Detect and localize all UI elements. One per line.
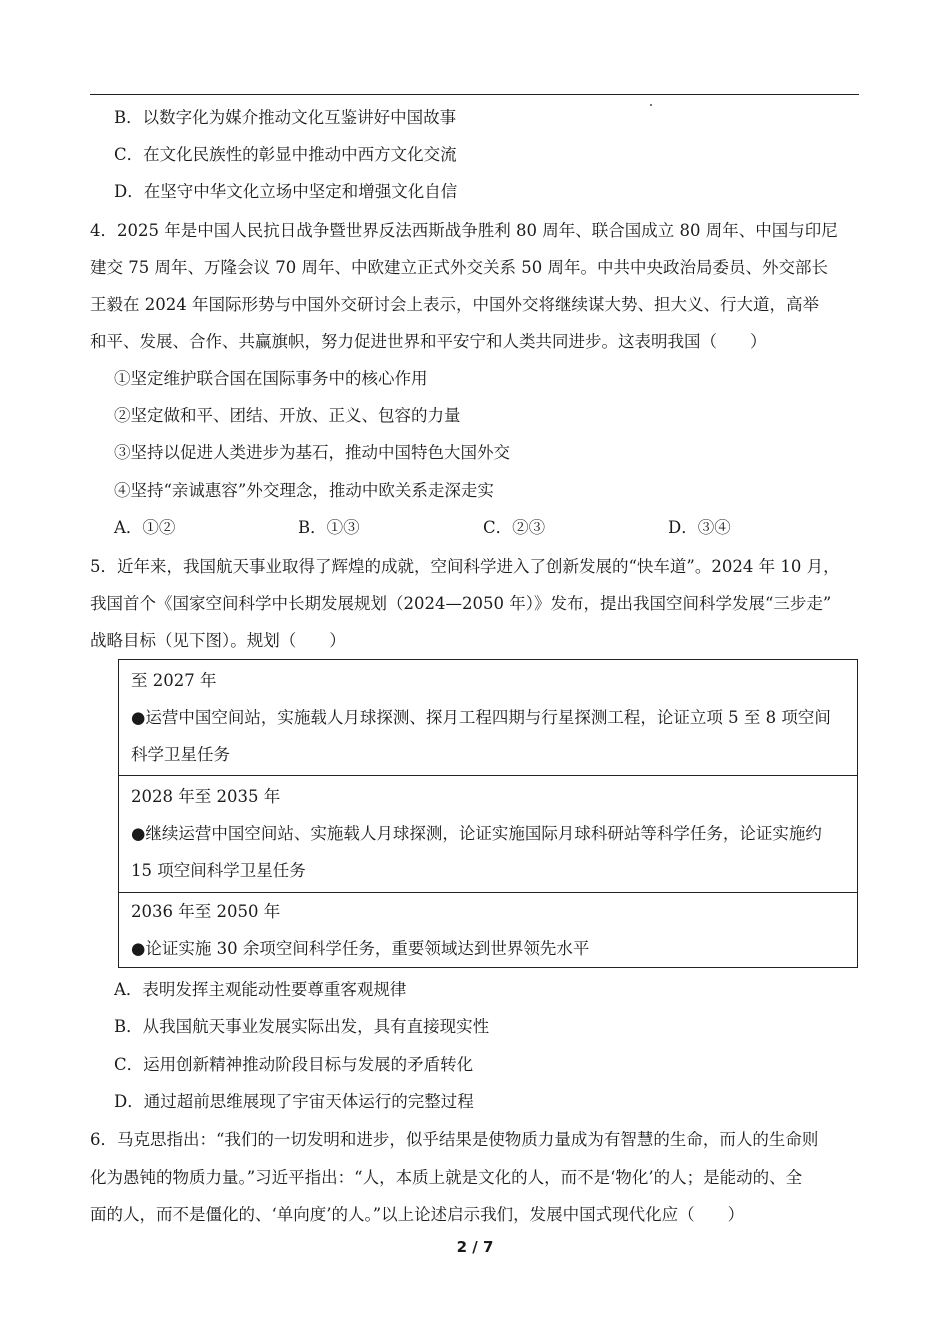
plan-row-2035: [119, 775, 857, 892]
q4-line: 建交 75 周年、万隆会议 70 周年、中欧建立正式外交关系 50 周年。中共中央政治局委员、外交部长: [90, 258, 828, 277]
plan-detail: ●论证实施 30 余项空间科学任务，重要领域达到世界领先水平: [131, 939, 590, 958]
q6-line: 化为愚钝的物质力量。”习近平指出：“人，本质上就是文化的人，而不是‘物化’的人；是能动的、全: [90, 1168, 803, 1187]
q5-line: 战略目标（见下图）。规划（ ）: [90, 631, 346, 650]
header-rule: [90, 94, 859, 95]
q6-line: 面的人，而不是僵化的、‘单向度’的人。”以上论述启示我们，发展中国式现代化应（ ）: [90, 1205, 745, 1224]
q5-line: 5．近年来，我国航天事业取得了辉煌的成就，空间科学进入了创新发展的“快车道”。2024 年 10 月，: [90, 557, 840, 576]
q5-option-c: C．运用创新精神推动阶段目标与发展的矛盾转化: [114, 1055, 474, 1074]
q6-line: 6．马克思指出：“我们的一切发明和进步，似乎结果是使物质力量成为有智慧的生命，而人的生命则: [90, 1130, 819, 1149]
stray-dot: [650, 104, 652, 106]
q5-option-b: B．从我国航天事业发展实际出发，具有直接现实性: [114, 1017, 490, 1036]
plan-detail: ●运营中国空间站，实施载人月球探测、探月工程四期与行星探测工程，论证立项 5 至 8 项空间: [131, 708, 831, 727]
q5-option-d: D．通过超前思维展现了宇宙天体运行的完整过程: [114, 1092, 474, 1111]
page-number: 2 / 7: [456, 1238, 494, 1256]
plan-detail: 科学卫星任务: [131, 745, 230, 764]
plan-table: [118, 659, 858, 968]
q4-line: 王毅在 2024 年国际形势与中国外交研讨会上表示，中国外交将继续谋大势、担大义、行大道，高举: [90, 295, 819, 314]
option-c-prev: C．在文化民族性的彰显中推动中西方文化交流: [114, 145, 457, 164]
plan-row-2050: [119, 892, 857, 967]
q4-choice-a: A．①②: [114, 518, 176, 537]
plan-row-2027: [119, 660, 857, 775]
option-b-prev: B．以数字化为媒介推动文化互鉴讲好中国故事: [114, 108, 457, 127]
q5-option-a: A．表明发挥主观能动性要尊重客观规律: [114, 980, 407, 999]
q4-choice-c: C．②③: [483, 518, 546, 537]
option-d-prev: D．在坚守中华文化立场中坚定和增强文化自信: [114, 182, 458, 201]
plan-detail: 15 项空间科学卫星任务: [131, 861, 306, 880]
q5-line: 我国首个《国家空间科学中长期发展规划（2024—2050 年）》发布，提出我国空间科学发展“三步走”: [90, 594, 832, 613]
q4-line: 4．2025 年是中国人民抗日战争暨世界反法西斯战争胜利 80 周年、联合国成立 80 周年、中国与印尼: [90, 221, 838, 240]
q4-statement-2: ②坚定做和平、团结、开放、正义、包容的力量: [114, 406, 461, 425]
plan-period: 至 2027 年: [131, 671, 217, 690]
plan-period: 2028 年至 2035 年: [131, 787, 281, 806]
q4-statement-4: ④坚持“亲诚惠容”外交理念，推动中欧关系走深走实: [114, 481, 494, 500]
q4-choice-d: D．③④: [668, 518, 731, 537]
plan-period: 2036 年至 2050 年: [131, 902, 281, 921]
q4-statement-1: ①坚定维护联合国在国际事务中的核心作用: [114, 369, 428, 388]
q4-choice-b: B．①③: [298, 518, 360, 537]
q4-line: 和平、发展、合作、共赢旗帜，努力促进世界和平安宁和人类共同进步。这表明我国（ ）: [90, 332, 767, 351]
q4-statement-3: ③坚持以促进人类进步为基石，推动中国特色大国外交: [114, 443, 510, 462]
plan-detail: ●继续运营中国空间站、实施载人月球探测，论证实施国际月球科研站等科学任务，论证实施约: [131, 824, 822, 843]
